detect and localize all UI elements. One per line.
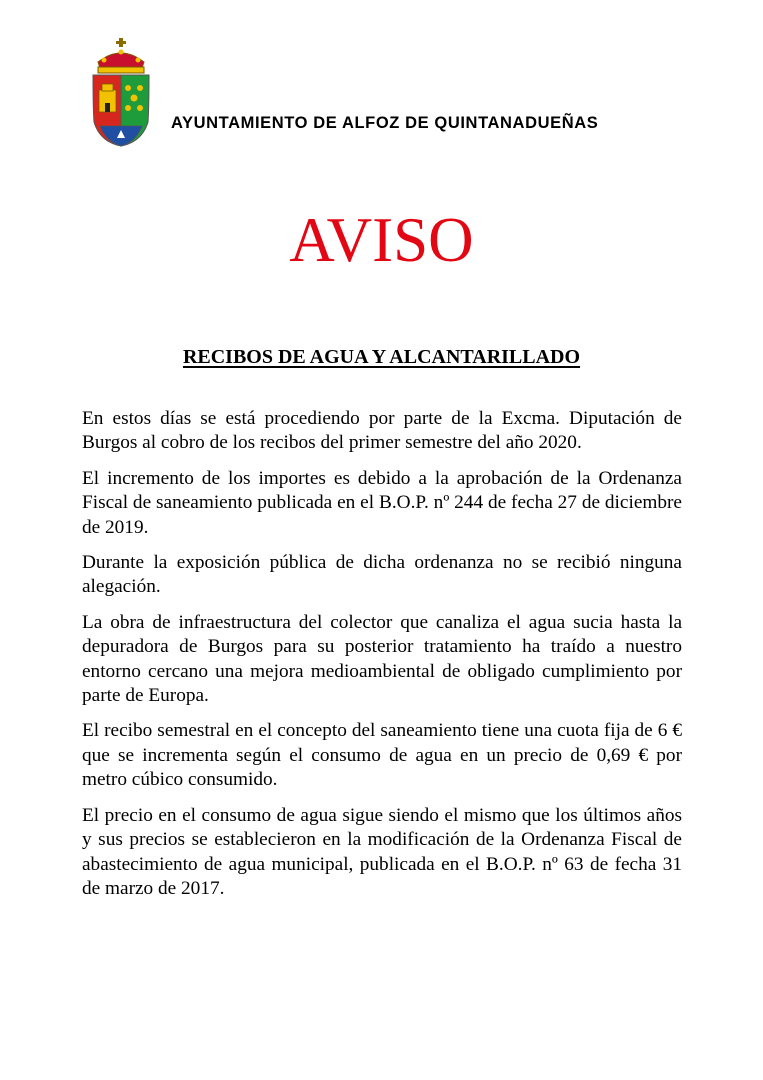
paragraph: El recibo semestral en el concepto del saneamiento tiene una cuota fija de 6 € que se incrementa según el consumo de agua en un precio de 0,69 € por metro cúbico consumido. bbox=[82, 720, 682, 791]
organization-name: AYUNTAMIENTO DE ALFOZ DE QUINTANADUEÑAS bbox=[171, 114, 599, 132]
notice-subtitle-text: RECIBOS DE AGUA Y ALCANTARILLADO bbox=[182, 346, 581, 368]
coat-of-arms-icon bbox=[90, 38, 152, 150]
notice-body bbox=[82, 407, 682, 912]
paragraph: El incremento de los importes es debido a la aprobación de la Ordenanza Fiscal de saneamiento publicada en el B.O.P. nº 244 de fecha 27 de diciembre de 2019. bbox=[82, 467, 682, 538]
notice-title: AVISO bbox=[289, 205, 474, 275]
notice-subtitle bbox=[0, 344, 763, 370]
paragraph: En estos días se está procediendo por parte de la Excma. Diputación de Burgos al cobro de los recibos del primer semestre del año 2020. bbox=[82, 408, 682, 454]
paragraph: Durante la exposición pública de dicha ordenanza no se recibió ninguna alegación. bbox=[82, 552, 682, 598]
paragraph: La obra de infraestructura del colector que canaliza el agua sucia hasta la depuradora de Burgos para su posterior tratamiento ha traído a nuestro entorno cercano una mejora medioambiental de obligado cumplimiento por parte de Europa. bbox=[82, 611, 682, 707]
paragraph: El precio en el consumo de agua sigue siendo el mismo que los últimos años y sus precios se establecieron en la modificación de la Ordenanza Fiscal de abastecimiento de agua municipal, publicada en el B.O.P. nº 63 de fecha 31 de marzo de 2017. bbox=[82, 804, 682, 899]
